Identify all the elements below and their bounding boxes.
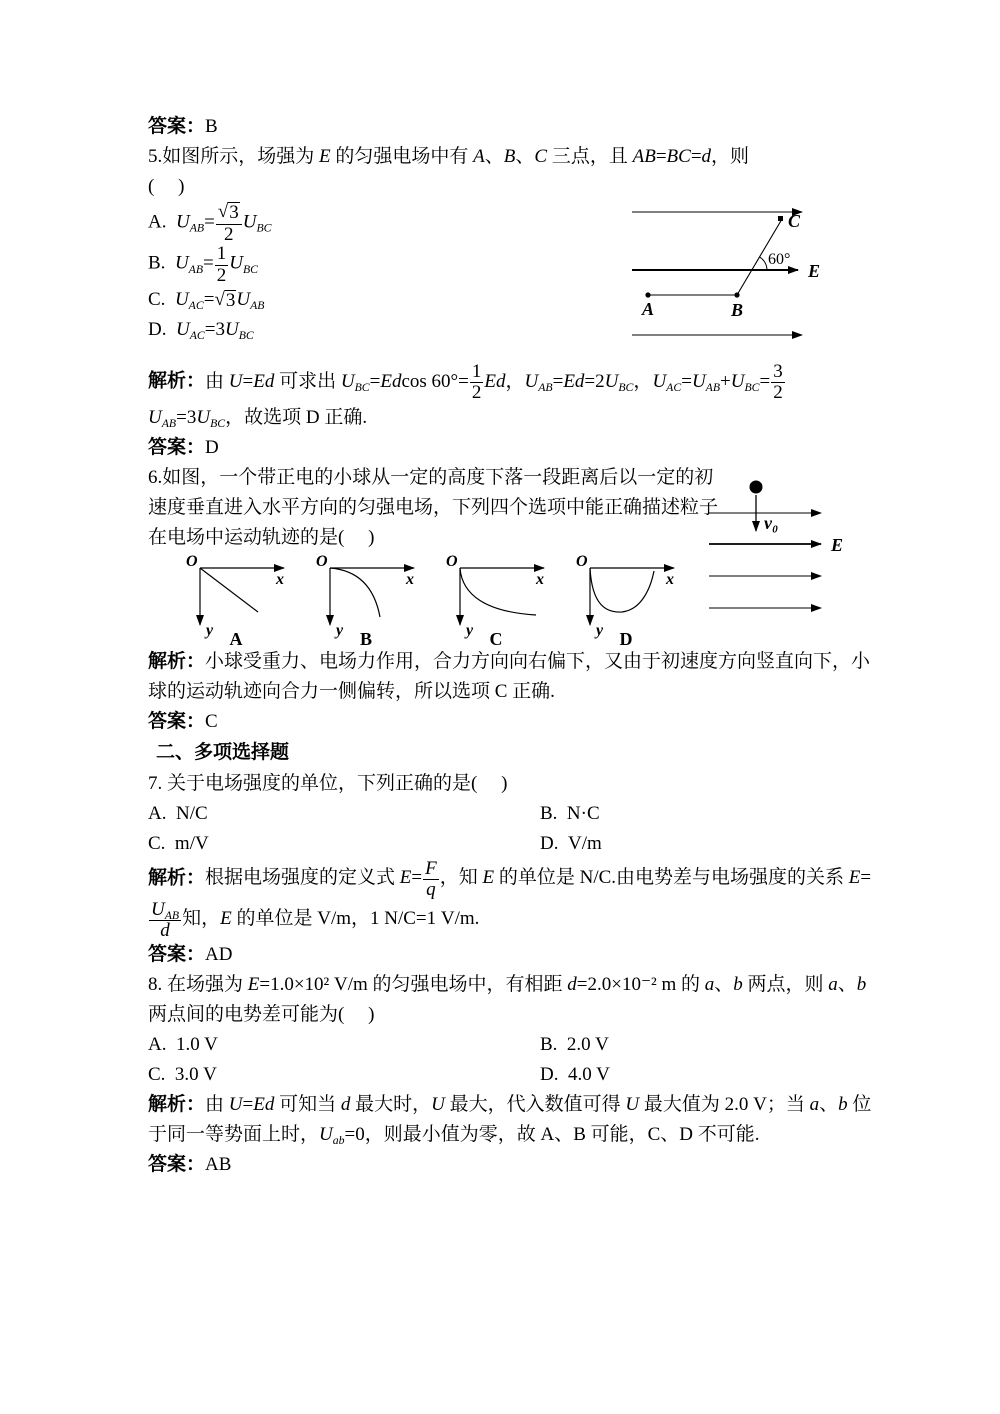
q8-options	[148, 1030, 872, 1090]
answer-label: 答案：	[148, 944, 206, 966]
angle-arc	[760, 257, 767, 270]
analysis-label: 解析：	[148, 370, 206, 392]
q5-body	[148, 202, 872, 362]
trajectory-option-d	[574, 555, 692, 647]
q6-analysis	[148, 647, 872, 707]
x-label: x	[536, 570, 544, 588]
answer-label: 答案：	[148, 710, 206, 732]
origin-label: O	[186, 554, 198, 570]
caption: C	[489, 628, 503, 647]
answer-line-prev	[148, 112, 872, 142]
x-label: x	[666, 570, 674, 588]
q5-analysis	[148, 362, 872, 433]
q6-analysis-text: 小球受重力、电场力作用，合力方向向右偏下，又由于初速度方向竖直向下，小球的运动轨迹向合力一侧偏转，所以选项 C 正确.	[148, 650, 871, 702]
v0-label: v₀	[764, 512, 779, 533]
answer-label: 答案：	[148, 1154, 206, 1176]
q7-option-c: C. m/V	[148, 832, 209, 854]
q8-analysis-text: 由 U=Ed 可知当 d 最大时，U 最大，代入数值可得 U 最大值为 2.0 V；当 a、b 位于同一等势面上时，$U_{ab}=0$，则最小值为零，故 A、B 可能，C、D 不可能.	[148, 1094, 872, 1148]
q8-option-b: B. 2.0 V	[540, 1034, 609, 1056]
analysis-label: 解析：	[148, 867, 206, 889]
answer-label: 答案：	[148, 116, 206, 137]
y-label: y	[336, 621, 344, 639]
q7-option-b: B. N·C	[540, 802, 600, 824]
question-6	[148, 463, 872, 737]
point-a-dot	[645, 292, 650, 297]
q7-option-a: A. N/C	[148, 802, 208, 824]
q7-stem: 7. 关于电场强度的单位，下列正确的是( )	[148, 772, 508, 794]
question-5	[148, 142, 872, 463]
q5-stem: 5.如图所示，场强为 E 的匀强电场中有 A、B、C 三点，且 AB=BC=d，则	[148, 146, 750, 167]
q5-answer-value: D	[205, 436, 219, 458]
q8-answer-value: AB	[205, 1154, 232, 1176]
q8-answer-line	[148, 1150, 872, 1180]
field-label-e: E	[831, 534, 844, 555]
caption: D	[619, 628, 633, 647]
q8-option-a: A. 1.0 V	[148, 1034, 218, 1056]
question-7	[148, 769, 872, 971]
q5-analysis-text: 由 U=Ed 可求出 $U_{BC}=Edcos$ 60°= $\frac{1}{2}$ Ed，$U_{AB}=Ed=2U_{BC}$，$U_{AC}=U_{AB}+U_{BC}=$ $\frac{3}{2}$ $U_{AB}=3U_{BC}$，故选项 D 正确.	[148, 361, 783, 430]
analysis-label: 解析：	[148, 650, 206, 672]
caption: B	[359, 628, 373, 647]
y-label: y	[596, 621, 604, 639]
point-c-dot	[778, 216, 783, 221]
q8-option-d: D. 4.0 V	[540, 1064, 610, 1086]
q6-answer-line	[148, 707, 872, 737]
analysis-label: 解析：	[148, 1094, 206, 1116]
point-label-b: B	[731, 300, 744, 320]
origin-label: O	[446, 554, 458, 570]
q6-field-diagram	[697, 465, 872, 617]
trajectory-curve-a	[200, 568, 258, 612]
field-label-e: E	[808, 261, 821, 281]
trajectory-curve-c	[460, 568, 536, 615]
q7-answer-line	[148, 940, 872, 970]
q7-analysis	[148, 859, 872, 941]
x-label: x	[276, 570, 284, 588]
point-label-a: A	[642, 299, 655, 319]
q7-options	[148, 799, 872, 859]
trajectory-curve-b	[330, 568, 380, 617]
q7-option-d: D. V/m	[540, 832, 602, 854]
question-8	[148, 970, 872, 1180]
angle-label: 60°	[768, 251, 791, 268]
y-label: y	[466, 621, 474, 639]
charged-ball	[750, 480, 763, 493]
q8-analysis	[148, 1090, 872, 1150]
origin-label: O	[576, 554, 588, 570]
section-2-heading: 二、多项选择题	[156, 741, 290, 763]
q6-answer-value: C	[205, 710, 218, 732]
q8-stem: 8. 在场强为 E=1.0×10² V/m 的匀强电场中，有相距 d=2.0×10⁻² m 的 a、b 两点，则 a、b 两点间的电势差可能为( )	[148, 974, 867, 1026]
point-label-c: C	[788, 211, 801, 231]
x-label: x	[406, 570, 414, 588]
q5-option-a: A. $U_{AB}=$ √ 3 2 $U_{BC}$	[148, 201, 272, 245]
origin-label: O	[316, 554, 328, 570]
q5-option-d: D. $U_{AC}=3U_{BC}$	[148, 319, 254, 343]
point-b-dot	[734, 292, 739, 297]
trajectory-option-a	[184, 555, 302, 647]
q6-stem: 6.如图，一个带正电的小球从一定的高度下落一段距离后以一定的初速度垂直进入水平方向的匀强电场，下列四个选项中能正确描述粒子在电场中运动轨迹的是( )	[148, 466, 719, 548]
q5-answer-line	[148, 433, 872, 463]
answer-value: B	[205, 116, 218, 137]
y-label: y	[206, 621, 214, 639]
q8-option-c: C. 3.0 V	[148, 1064, 217, 1086]
caption: A	[229, 628, 243, 647]
q5-field-diagram	[622, 196, 872, 356]
q7-analysis-text: 根据电场强度的定义式 E= $\frac{F}{q}$ ，知 E 的单位是 N/C.由电势差与电场强度的关系 E= $\frac{U_{AB}}{d}$ 知，E 的单位是 V/m，1 N/C=1 V/m.	[151, 857, 872, 941]
q5-option-c: C. $U_{AC}=$ √ 3 $U_{AB}$	[148, 289, 265, 313]
trajectory-option-b	[314, 555, 432, 647]
trajectory-curve-d	[590, 568, 654, 612]
q5-option-b: B. $U_{AB}=$ $\frac{1}{2}$ $U_{BC}$	[148, 243, 259, 286]
answer-label: 答案：	[148, 436, 206, 458]
content-column	[148, 112, 872, 1180]
trajectory-option-c	[444, 555, 562, 647]
q5-answer-paren: ( )	[148, 176, 185, 197]
q7-answer-value: AD	[205, 944, 233, 966]
